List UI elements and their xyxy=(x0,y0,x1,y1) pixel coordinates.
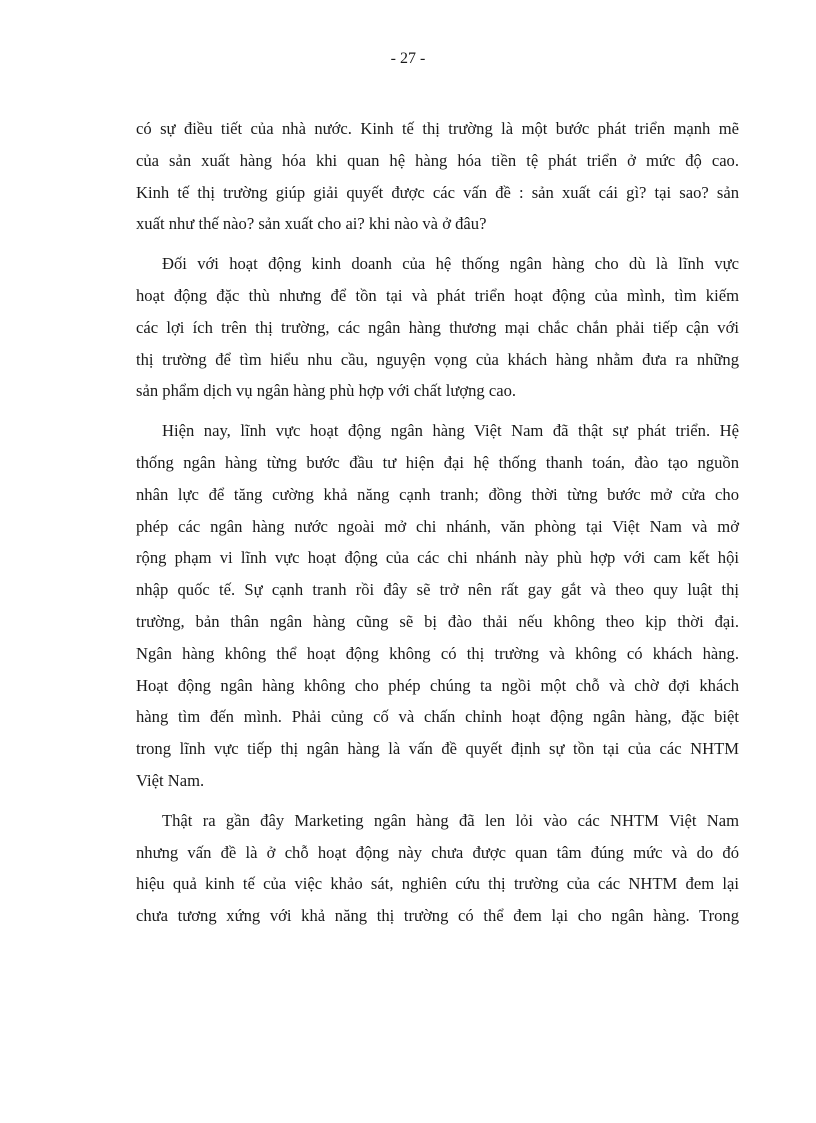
paragraph-line: hoạt động đặc thù nhưng để tồn tại và phát triển hoạt động của mình, tìm kiếm xyxy=(136,285,739,305)
paragraph-1 xyxy=(136,113,739,240)
paragraph-line: Kinh tế thị trường giúp giải quyết được các vấn đề : sản xuất cái gì? tại sao? sản xyxy=(136,182,739,202)
paragraph-line: thống ngân hàng từng bước đầu tư hiện đại hệ thống thanh toán, đào tạo nguồn xyxy=(136,452,739,472)
paragraph-line: hàng tìm đến mình. Phải củng cố và chấn chỉnh hoạt động ngân hàng, đặc biệt xyxy=(136,707,739,727)
paragraph-line: rộng phạm vi lĩnh vực hoạt động của các chi nhánh này phù hợp với cam kết hội xyxy=(136,548,739,568)
paragraph-line: các lợi ích trên thị trường, các ngân hàng thương mại chắc chắn phải tiếp cận với xyxy=(136,317,739,337)
paragraph-line: Ngân hàng không thể hoạt động không có thị trường và không có khách hàng. xyxy=(136,643,739,663)
paragraph-2 xyxy=(136,248,739,407)
paragraph-line: nhân lực để tăng cường khả năng cạnh tranh; đồng thời từng bước mở cửa cho xyxy=(136,484,739,504)
paragraph-line: trường, bản thân ngân hàng cũng sẽ bị đào thải nếu không theo kịp thời đại. xyxy=(136,611,739,631)
paragraph-line: Việt Nam. xyxy=(136,770,205,790)
document-body xyxy=(136,113,739,940)
paragraph-line: có sự điều tiết của nhà nước. Kinh tế thị trường là một bước phát triển mạnh mẽ xyxy=(136,119,739,138)
paragraph-line: nhưng vấn đề là ở chỗ hoạt động này chưa được quan tâm đúng mức và do đó xyxy=(136,842,739,862)
paragraph-line: sản phẩm dịch vụ ngân hàng phù hợp với chất lượng cao. xyxy=(136,381,517,401)
paragraph-line: hiệu quả kinh tế của việc khảo sát, nghiên cứu thị trường của các NHTM đem lại xyxy=(136,874,739,894)
paragraph-line: thị trường để tìm hiểu nhu cầu, nguyện vọng của khách hàng nhằm đưa ra những xyxy=(136,349,739,369)
paragraph-line: của sản xuất hàng hóa khi quan hệ hàng hóa tiền tệ phát triển ở mức độ cao. xyxy=(136,150,739,170)
paragraph-3 xyxy=(136,415,739,797)
paragraph-line: trong lĩnh vực tiếp thị ngân hàng là vấn đề quyết định sự tồn tại của các NHTM xyxy=(136,739,739,759)
paragraph-line: Đối với hoạt động kinh doanh của hệ thống ngân hàng cho dù là lĩnh vực xyxy=(162,254,739,274)
paragraph-line: Hoạt động ngân hàng không cho phép chúng ta ngồi một chỗ và chờ đợi khách xyxy=(136,675,739,695)
paragraph-line: chưa tương xứng với khả năng thị trường có thể đem lại cho ngân hàng. Trong xyxy=(136,906,739,926)
page-number: - 27 - xyxy=(390,50,426,67)
paragraph-line: Thật ra gần đây Marketing ngân hàng đã len lỏi vào các NHTM Việt Nam xyxy=(162,810,739,830)
paragraph-line: xuất như thế nào? sản xuất cho ai? khi nào và ở đâu? xyxy=(136,214,487,234)
paragraph-line: phép các ngân hàng nước ngoài mở chi nhánh, văn phòng tại Việt Nam và mở xyxy=(136,516,739,536)
paragraph-4 xyxy=(136,805,739,932)
paragraph-line: Hiện nay, lĩnh vực hoạt động ngân hàng Việt Nam đã thật sự phát triển. Hệ xyxy=(162,421,739,441)
paragraph-line: nhập quốc tế. Sự cạnh tranh rồi đây sẽ trở nên rất gay gắt và theo quy luật thị xyxy=(136,580,739,600)
